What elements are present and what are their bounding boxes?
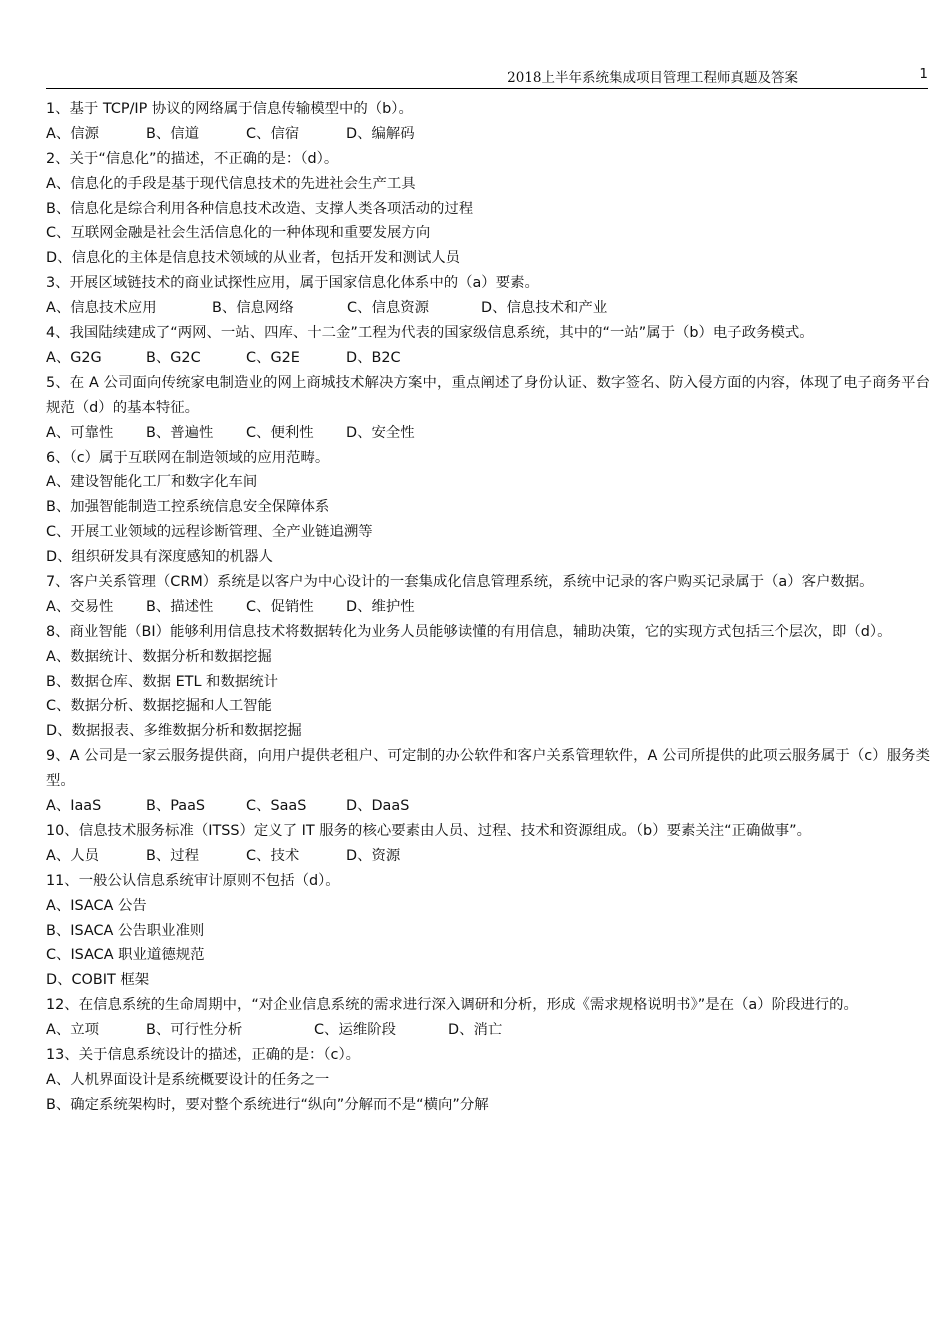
question-text: 7、客户关系管理（CRM）系统是以客户为中心设计的一套集成化信息管理系统，系统中记录的客户购买记录属于（a）客户数据。 — [46, 573, 874, 590]
answer-option: A、信源 — [46, 125, 100, 142]
page-header — [46, 64, 928, 89]
answer-options — [46, 1018, 930, 1043]
question-text: 9、A 公司是一家云服务提供商，向用户提供老租户、可定制的办公软件和客户关系管理软件，A 公司所提供的此项云服务属于（c）服务类型。 — [46, 748, 930, 790]
answer-option: D、消亡 — [448, 1022, 503, 1039]
option-line: C、ISACA 职业道德规范 — [46, 947, 205, 964]
answer-options — [46, 421, 930, 446]
option-line: A、信息化的手段是基于现代信息技术的先进社会生产工具 — [46, 175, 416, 192]
question-text: 6、（c）属于互联网在制造领域的应用范畴。 — [46, 449, 330, 466]
answer-option: B、信息网络 — [212, 300, 294, 317]
option-line: C、数据分析、数据挖掘和人工智能 — [46, 698, 272, 715]
option-line: C、开展工业领域的远程诊断管理、全产业链追溯等 — [46, 524, 373, 541]
answer-option: D、DaaS — [346, 798, 410, 815]
answer-option: B、可行性分析 — [146, 1022, 243, 1039]
option-line: A、建设智能化工厂和数字化车间 — [46, 474, 258, 491]
question-text: 8、商业智能（BI）能够利用信息技术将数据转化为业务人员能够读懂的有用信息，辅助决策，它的实现方式包括三个层次，即（d）。 — [46, 623, 892, 640]
answer-option: D、B2C — [346, 349, 401, 366]
answer-option: A、人员 — [46, 847, 100, 864]
answer-option: B、PaaS — [146, 798, 206, 815]
option-line: B、加强智能制造工控系统信息安全保障体系 — [46, 499, 330, 516]
question-text: 1、基于 TCP/IP 协议的网络属于信息传输模型中的（b）。 — [46, 101, 413, 117]
question-text: 2、关于“信息化”的描述，不正确的是：（d）。 — [46, 150, 339, 167]
option-line: D、数据报表、多维数据分析和数据挖掘 — [46, 723, 302, 740]
option-line: B、信息化是综合利用各种信息技术改造、支撑人类各项活动的过程 — [46, 200, 474, 217]
answer-option: C、运维阶段 — [314, 1022, 397, 1039]
question-text: 4、我国陆续建成了“两网、一站、四库、十二金”工程为代表的国家级信息系统，其中的“一站”属于（b）电子政务模式。 — [46, 325, 814, 342]
option-line: D、信息化的主体是信息技术领域的从业者，包括开发和测试人员 — [46, 250, 461, 267]
answer-option: C、信息资源 — [347, 300, 430, 317]
answer-option: D、信息技术和产业 — [481, 300, 608, 317]
answer-option: D、安全性 — [346, 424, 415, 441]
answer-option: D、编解码 — [346, 125, 415, 142]
answer-option: D、资源 — [346, 847, 401, 864]
answer-option: B、普遍性 — [146, 424, 214, 441]
option-line: D、COBIT 框架 — [46, 972, 150, 989]
answer-option: C、技术 — [246, 847, 300, 864]
answer-option: B、G2C — [146, 349, 201, 366]
answer-option: A、立项 — [46, 1022, 100, 1039]
answer-option: A、IaaS — [46, 798, 102, 815]
option-line: B、数据仓库、数据 ETL 和数据统计 — [46, 673, 279, 690]
option-line: B、确定系统架构时，要对整个系统进行“纵向”分解而不是“横向”分解 — [46, 1096, 489, 1113]
question-text: 3、开展区域链技术的商业试探性应用，属于国家信息化体系中的（a）要素。 — [46, 275, 539, 292]
answer-options — [46, 844, 930, 869]
answer-option: A、可靠性 — [46, 424, 114, 441]
option-line: A、数据统计、数据分析和数据挖掘 — [46, 648, 272, 665]
answer-option: D、维护性 — [346, 598, 415, 615]
question-text: 10、信息技术服务标准（ITSS）定义了 IT 服务的核心要素由人员、过程、技术和资源组成。（b）要素关注“正确做事”。 — [46, 822, 812, 839]
answer-option: C、便利性 — [246, 424, 314, 441]
answer-option: B、信道 — [146, 125, 200, 142]
answer-options — [46, 595, 930, 620]
option-line: B、ISACA 公告职业准则 — [46, 922, 205, 939]
answer-option: A、G2G — [46, 349, 102, 366]
answer-option: B、描述性 — [146, 598, 214, 615]
question-text: 13、关于信息系统设计的描述，正确的是：（c）。 — [46, 1046, 361, 1063]
question-list — [46, 97, 930, 1118]
answer-option: B、过程 — [146, 847, 200, 864]
answer-option: C、信宿 — [246, 125, 300, 142]
answer-options — [46, 296, 930, 321]
question-text: 12、在信息系统的生命周期中，“对企业信息系统的需求进行深入调研和分析，形成《需求规格说明书》”是在（a）阶段进行的。 — [46, 997, 858, 1014]
answer-option: C、G2E — [246, 349, 300, 366]
option-line: A、人机界面设计是系统概要设计的任务之一 — [46, 1071, 330, 1088]
answer-option: C、SaaS — [246, 798, 307, 815]
option-line: A、ISACA 公告 — [46, 897, 147, 914]
answer-option: A、交易性 — [46, 598, 114, 615]
question-text: 5、在 A 公司面向传统家电制造业的网上商城技术解决方案中，重点阐述了身份认证、数字签名、防入侵方面的内容，体现了电子商务平台规范（d）的基本特征。 — [46, 374, 930, 416]
question-text: 11、一般公认信息系统审计原则不包括（d）。 — [46, 872, 340, 889]
page-number: 1 — [919, 66, 928, 82]
header-title: 2018上半年系统集成项目管理工程师真题及答案 — [507, 70, 798, 86]
answer-options — [46, 122, 930, 147]
answer-options — [46, 346, 930, 371]
answer-option: C、促销性 — [246, 598, 314, 615]
answer-option: A、信息技术应用 — [46, 300, 157, 317]
option-line: C、互联网金融是社会生活信息化的一种体现和重要发展方向 — [46, 225, 431, 242]
option-line: D、组织研发具有深度感知的机器人 — [46, 549, 273, 566]
answer-options — [46, 794, 930, 819]
